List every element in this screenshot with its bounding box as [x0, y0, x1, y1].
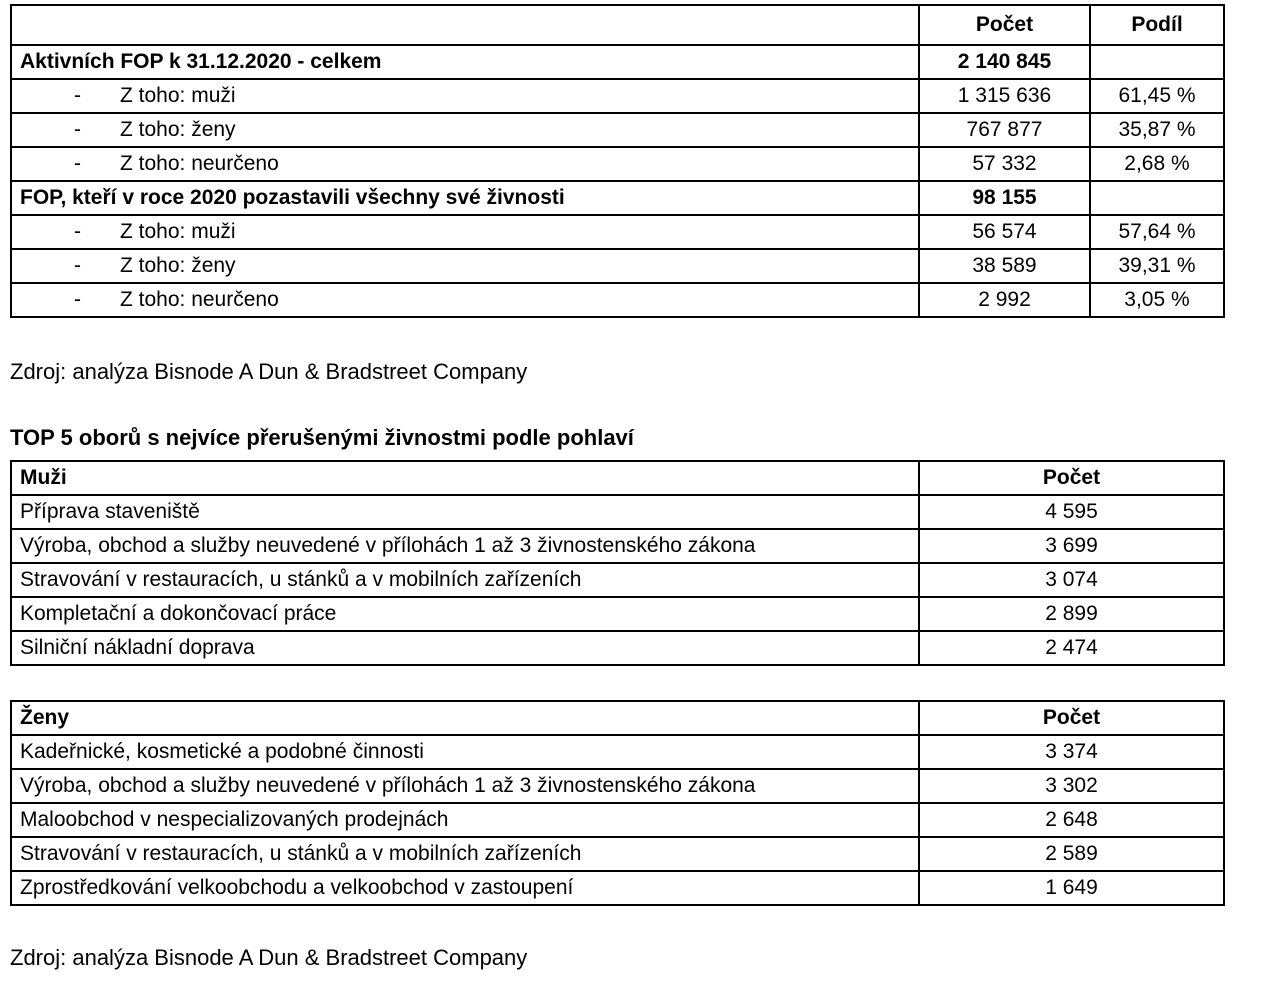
row-label: Aktivních FOP k 31.12.2020 - celkem: [11, 45, 919, 79]
table-row: [11, 769, 1224, 803]
table-row: [11, 871, 1224, 905]
women-top5-table: [10, 700, 1225, 906]
row-share: [1090, 181, 1224, 215]
source-note-top: Zdroj: analýza Bisnode A Dun & Bradstreet Company: [10, 359, 528, 384]
row-count: 2 140 845: [919, 45, 1090, 79]
row-count: 3 374: [919, 735, 1224, 769]
table-row: [11, 735, 1224, 769]
row-share: 39,31 %: [1090, 249, 1224, 283]
row-share: 3,05 %: [1090, 283, 1224, 317]
table-row: [11, 563, 1224, 597]
row-share: 61,45 %: [1090, 79, 1224, 113]
table-row: [11, 631, 1224, 665]
row-label: Příprava staveniště: [11, 495, 919, 529]
share-column-header: Podíl: [1090, 5, 1224, 45]
list-dash: -: [74, 288, 81, 311]
row-count: 98 155: [919, 181, 1090, 215]
row-label-text: Z toho: ženy: [120, 254, 236, 277]
table-row: [11, 283, 1224, 317]
row-label-text: Z toho: muži: [120, 84, 236, 107]
table-row: [11, 529, 1224, 563]
fop-summary-table: [10, 4, 1225, 318]
row-label: [11, 249, 919, 283]
table-row: [11, 181, 1224, 215]
row-count: 3 302: [919, 769, 1224, 803]
table-row: [11, 837, 1224, 871]
row-label: Zprostředkování velkoobchodu a velkoobchod v zastoupení: [11, 871, 919, 905]
row-label: [11, 283, 919, 317]
count-column-header: Počet: [919, 701, 1224, 735]
row-share: [1090, 45, 1224, 79]
row-count: 1 315 636: [919, 79, 1090, 113]
source-note-bottom: Zdroj: analýza Bisnode A Dun & Bradstreet Company: [10, 945, 528, 970]
row-count: 2 474: [919, 631, 1224, 665]
table-row: [11, 495, 1224, 529]
gender-header: Ženy: [11, 701, 919, 735]
table-row: [11, 597, 1224, 631]
list-dash: -: [74, 220, 81, 243]
men-header-row: [11, 461, 1224, 495]
section-heading: TOP 5 oborů s nejvíce přerušenými živnostmi podle pohlaví: [10, 425, 634, 450]
row-count: 38 589: [919, 249, 1090, 283]
row-count: 767 877: [919, 113, 1090, 147]
gender-header: Muži: [11, 461, 919, 495]
list-dash: -: [74, 118, 81, 141]
row-label-text: Z toho: neurčeno: [120, 152, 279, 175]
row-label-text: Z toho: muži: [120, 220, 236, 243]
row-count: 3 699: [919, 529, 1224, 563]
row-label: Stravování v restauracích, u stánků a v mobilních zařízeních: [11, 563, 919, 597]
row-label: Kompletační a dokončovací práce: [11, 597, 919, 631]
row-label: [11, 113, 919, 147]
row-label: Výroba, obchod a služby neuvedené v přílohách 1 až 3 živnostenského zákona: [11, 769, 919, 803]
row-count: 56 574: [919, 215, 1090, 249]
table-row: [11, 803, 1224, 837]
men-top5-table: [10, 460, 1225, 666]
row-label-text: Z toho: neurčeno: [120, 288, 279, 311]
row-count: 57 332: [919, 147, 1090, 181]
row-share: 57,64 %: [1090, 215, 1224, 249]
row-count: 2 589: [919, 837, 1224, 871]
row-count: 2 992: [919, 283, 1090, 317]
table-row: [11, 147, 1224, 181]
women-header-row: [11, 701, 1224, 735]
row-count: 2 899: [919, 597, 1224, 631]
row-count: 4 595: [919, 495, 1224, 529]
row-label: [11, 215, 919, 249]
row-label: [11, 147, 919, 181]
empty-header-cell: [11, 5, 919, 45]
count-column-header: Počet: [919, 5, 1090, 45]
row-share: 2,68 %: [1090, 147, 1224, 181]
row-share: 35,87 %: [1090, 113, 1224, 147]
list-dash: -: [74, 84, 81, 107]
row-label: Stravování v restauracích, u stánků a v mobilních zařízeních: [11, 837, 919, 871]
row-count: 2 648: [919, 803, 1224, 837]
list-dash: -: [74, 254, 81, 277]
table-row: [11, 79, 1224, 113]
row-count: 1 649: [919, 871, 1224, 905]
table-row: [11, 45, 1224, 79]
row-label: [11, 79, 919, 113]
row-label: Výroba, obchod a služby neuvedené v přílohách 1 až 3 živnostenského zákona: [11, 529, 919, 563]
list-dash: -: [74, 152, 81, 175]
summary-header-row: [11, 5, 1224, 45]
row-count: 3 074: [919, 563, 1224, 597]
count-column-header: Počet: [919, 461, 1224, 495]
table-row: [11, 215, 1224, 249]
row-label: Silniční nákladní doprava: [11, 631, 919, 665]
row-label-text: Z toho: ženy: [120, 118, 236, 141]
row-label: Maloobchod v nespecializovaných prodejnách: [11, 803, 919, 837]
row-label: Kadeřnické, kosmetické a podobné činnosti: [11, 735, 919, 769]
table-row: [11, 249, 1224, 283]
row-label: FOP, kteří v roce 2020 pozastavili všechny své živnosti: [11, 181, 919, 215]
table-row: [11, 113, 1224, 147]
